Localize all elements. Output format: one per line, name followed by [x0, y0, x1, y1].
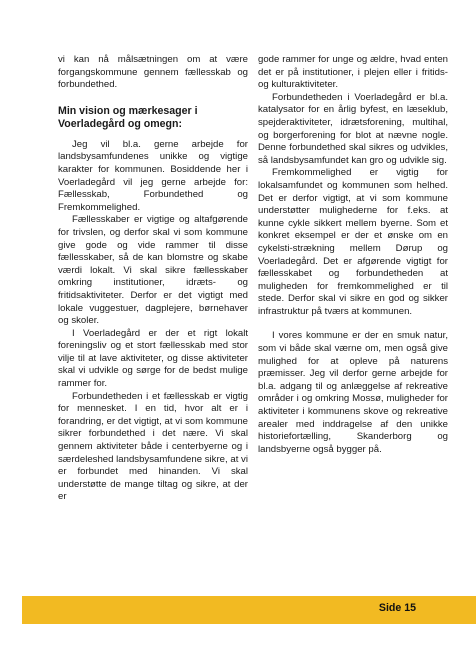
- body-paragraph: gode rammer for unge og ældre, hvad enten det er på institutioner, i plejen eller i fritids- og kulturaktiviteter.: [258, 54, 448, 91]
- right-column: [258, 54, 448, 456]
- body-paragraph: I vores kommune er der en smuk natur, som vi både skal værne om, men også give mulighed for at opleve på naturens præmisser. Jeg vil derfor gerne arbejde for bl.a. adgang til og anlæggelse af rekreative områder i og omkring Mossø, muligheder for aktiviteter i kommunens skove og rekreative arealer med inddragelse af den unikke historiefortælling, Skanderborg og landsbyerne også bygger på.: [258, 330, 448, 455]
- left-column: [58, 54, 248, 504]
- intro-paragraph: vi kan nå målsætningen om at være forgangskommune gennem fællesskab og forbundethed.: [58, 54, 248, 91]
- body-paragraph: Jeg vil bl.a. gerne arbejde for landsbysamfundenes unikke og vigtige karakter for kommunen. Bosiddende her i Voerladegård vil jeg gerne arbejde for: Fællesskab, Forbundethed og Fremkommelighed.: [58, 138, 248, 213]
- body-paragraph: Forbundetheden i et fællesskab er vigtig for mennesket. I en tid, hvor alt er i forandring, er det vigtigt, at vi som kommune sikrer forbundethed i det nære. Vi skal gennem aktiviteter både i centerbyerne og i særdeleshed landsbysamfundene sikre, at vi er forbundet med hinanden. Vi skal understøtte de mange tiltag og sikre, at der er: [58, 390, 248, 503]
- body-paragraph: Forbundetheden i Voerladegård er bl.a. katalysator for en årlig byfest, en læseklub, spejderaktiviteter, idrætsforening, multihal, og borgerforening for blot at nævne nogle. Denne forbundethed skal sikres og udvikles, så landsbysamfundet kan gro og udvikle sig.: [258, 91, 448, 166]
- body-paragraph: I Voerladegård er der et rigt lokalt foreningsliv og et stort fællesskab med stor vilje til at lave aktiviteter, og disse aktiviteter skal vi udvikle og sørge for de bedst mulige rammer for.: [58, 327, 248, 390]
- page-number: Side 15: [378, 602, 416, 614]
- section-heading: Min vision og mærkesager i Voerladegård og omegn:: [58, 104, 198, 130]
- footer-band: [22, 596, 476, 624]
- body-paragraph: Fællesskaber er vigtige og altafgørende for trivslen, og derfor skal vi som kommune give gode og vide rammer til disse fællesskaber, så de kan blomstre og skabe værdi lokalt. Vi skal sikre fællesskaber omkring institutioner, idræts- og fritidsaktiviteter. Derfor er det vigtigt med lokale vuggestuer, dagplejere, børnehaver og skoler.: [58, 214, 248, 327]
- body-paragraph: Fremkommelighed er vigtig for lokalsamfundet og kommunen som helhed. Det er derfor vigtigt, at vi som kommune understøtter mulighederne for f.eks. at kunne cykle sikkert mellem byerne. Som et konkret eksempel er der et ønske om en cykelsti-strækning mellem Dørup og Voerladegård. Det er afgørende vigtigt for fællesskabet og forbundetheden at muligheden for fremkommelighed er til stede. Derfor skal vi sikre en god og sikker infrastruktur på tværs at kommunen.: [258, 167, 448, 317]
